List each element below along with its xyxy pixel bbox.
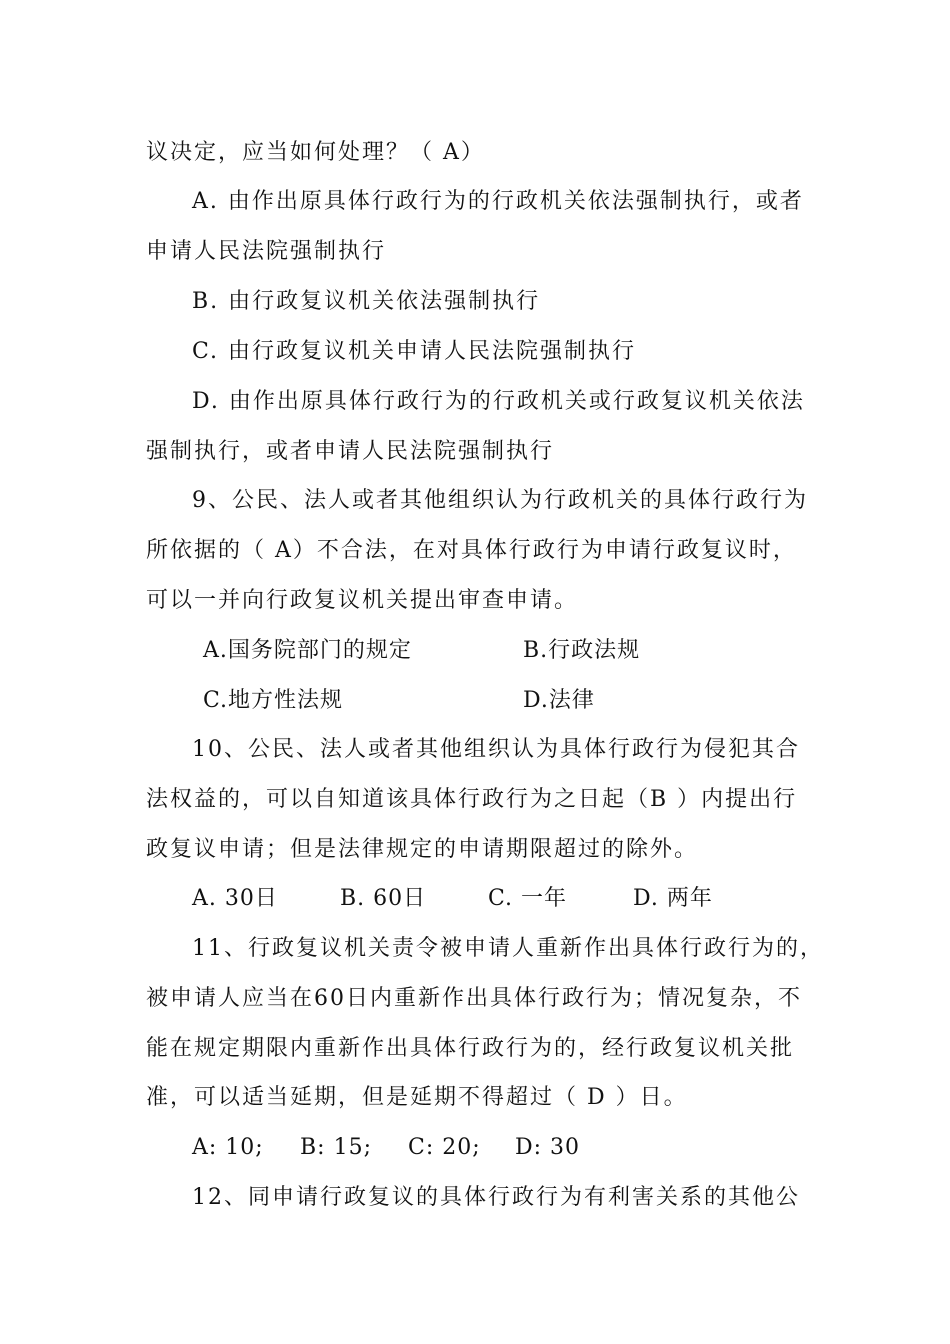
question-9-line-2: 所依据的（ A）不合法，在对具体行政行为申请行政复议时， bbox=[146, 538, 797, 563]
question-10-line-2: 法权益的，可以自知道该具体行政行为之日起（B ）内提出行 bbox=[146, 787, 798, 812]
question-11-line-3: 能在规定期限内重新作出具体行政行为的，经行政复议机关批 bbox=[146, 1036, 795, 1061]
question-11-option-c: C: 20; bbox=[408, 1135, 481, 1160]
question-9-line-1: 9、公民、法人或者其他组织认为行政机关的具体行政行为 bbox=[192, 488, 808, 513]
question-9-option-d: D.法律 bbox=[523, 688, 595, 713]
question-8-tail: 议决定，应当如何处理？（ A） bbox=[146, 140, 485, 165]
question-9-line-3: 可以一并向行政复议机关提出审查申请。 bbox=[146, 588, 579, 613]
question-10-option-a: A. 30日 bbox=[192, 886, 278, 911]
question-8-option-a-line-2: 申请人民法院强制执行 bbox=[146, 239, 387, 264]
question-9-option-b: B.行政法规 bbox=[523, 638, 641, 663]
question-11-line-1: 11、行政复议机关责令被申请人重新作出具体行政行为的， bbox=[192, 936, 824, 961]
question-11-option-a: A: 10; bbox=[192, 1135, 264, 1160]
question-10-option-b: B. 60日 bbox=[340, 886, 427, 911]
question-10-option-d: D. 两年 bbox=[633, 886, 713, 911]
question-8-option-d-line-2: 强制执行，或者申请人民法院强制执行 bbox=[146, 439, 555, 464]
question-10-line-3: 政复议申请；但是法律规定的申请期限超过的除外。 bbox=[146, 837, 699, 862]
question-8-option-d-line-1: D. 由作出原具体行政行为的行政机关或行政复议机关依法 bbox=[192, 389, 805, 414]
question-10-option-c: C. 一年 bbox=[488, 886, 568, 911]
question-11-line-2: 被申请人应当在60日内重新作出具体行政行为；情况复杂，不 bbox=[146, 986, 802, 1011]
question-8-option-c: C. 由行政复议机关申请人民法院强制执行 bbox=[192, 339, 637, 364]
question-9-option-c: C.地方性法规 bbox=[203, 688, 344, 713]
question-12-line-1: 12、同申请行政复议的具体行政行为有利害关系的其他公 bbox=[192, 1185, 800, 1210]
question-9-option-a: A.国务院部门的规定 bbox=[203, 638, 412, 663]
question-8-option-b: B. 由行政复议机关依法强制执行 bbox=[192, 289, 541, 314]
question-10-line-1: 10、公民、法人或者其他组织认为具体行政行为侵犯其合 bbox=[192, 737, 800, 762]
question-8-option-a-line-1: A. 由作出原具体行政行为的行政机关依法强制执行，或者 bbox=[192, 189, 804, 214]
question-11-option-b: B: 15; bbox=[300, 1135, 372, 1160]
question-11-option-d: D: 30 bbox=[515, 1135, 581, 1160]
question-11-line-4: 准，可以适当延期，但是延期不得超过（ D ）日。 bbox=[146, 1085, 688, 1110]
